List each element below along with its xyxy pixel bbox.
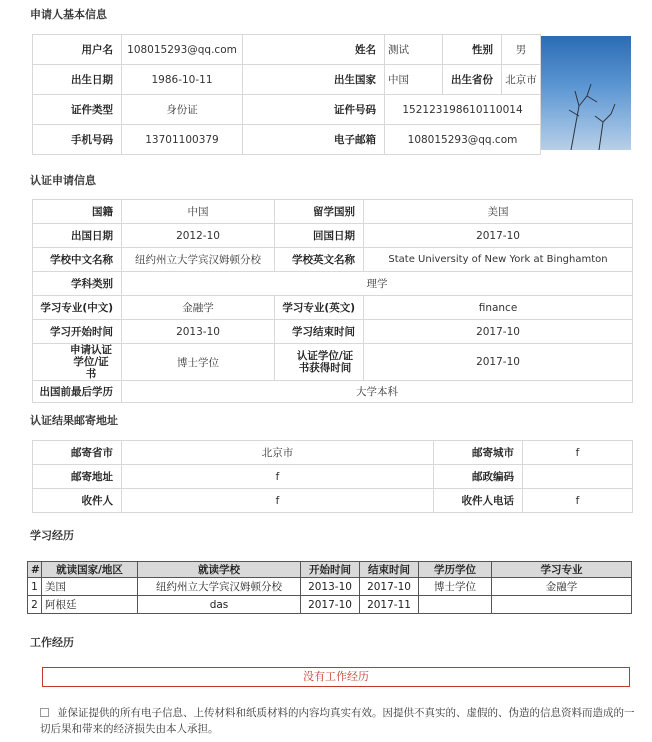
start-value: 2013-10: [122, 320, 275, 344]
degree-label: 申请认证学位/证书: [33, 344, 122, 381]
edu-header-index: #: [28, 562, 42, 578]
edu-cell: 金融学: [492, 578, 632, 596]
edu-cell: [492, 596, 632, 614]
agreement-checkbox[interactable]: [40, 708, 49, 717]
edu-cell: 1: [28, 578, 42, 596]
edu-cell: das: [138, 596, 301, 614]
major-en-value: finance: [364, 296, 633, 320]
education-table: [27, 561, 632, 614]
edu-header-start: 开始时间: [301, 562, 360, 578]
edu-cell: 阿根廷: [42, 596, 138, 614]
edu-cell: 2013-10: [301, 578, 360, 596]
applicant-photo: [541, 36, 631, 150]
mailing-table: [32, 440, 633, 513]
return-date-value: 2017-10: [364, 224, 633, 248]
id-type-value: 身份证: [122, 95, 243, 125]
recipient-phone-value: f: [523, 489, 633, 513]
degree-value: 博士学位: [122, 344, 275, 381]
school-cn-value: 纽约州立大学宾汉姆顿分校: [122, 248, 275, 272]
phone-value: 13701100379: [122, 125, 243, 155]
edu-header-major: 学习专业: [492, 562, 632, 578]
subject-label: 学科类别: [33, 272, 122, 296]
degree-time-label: 认证学位/证书获得时间: [275, 344, 364, 381]
study-country-value: 美国: [364, 200, 633, 224]
name-label: 姓名: [243, 35, 385, 65]
edu-header-degree: 学历学位: [419, 562, 492, 578]
exit-date-value: 2012-10: [122, 224, 275, 248]
edu-cell: 博士学位: [419, 578, 492, 596]
section-title-education: 学习经历: [30, 529, 74, 542]
section-title-applicant: 申请人基本信息: [30, 8, 107, 21]
major-en-label: 学习专业(英文): [275, 296, 364, 320]
mail-city-value: f: [523, 441, 633, 465]
major-cn-value: 金融学: [122, 296, 275, 320]
id-number-value: 152123198610110014: [385, 95, 541, 125]
school-en-value: State University of New York at Binghamton: [364, 248, 633, 272]
table-row: [28, 596, 632, 614]
gender-value: 男: [502, 35, 541, 65]
mail-city-label: 邮寄城市: [434, 441, 523, 465]
prior-label: 出国前最后学历: [33, 381, 122, 403]
end-value: 2017-10: [364, 320, 633, 344]
section-title-work: 工作经历: [30, 636, 74, 649]
birth-country-value: 中国: [385, 65, 443, 95]
id-number-label: 证件号码: [243, 95, 385, 125]
edu-cell: 纽约州立大学宾汉姆顿分校: [138, 578, 301, 596]
declaration: [40, 705, 640, 737]
start-label: 学习开始时间: [33, 320, 122, 344]
end-label: 学习结束时间: [275, 320, 364, 344]
mail-province-value: 北京市: [122, 441, 434, 465]
username-label: 用户名: [33, 35, 122, 65]
exit-date-label: 出国日期: [33, 224, 122, 248]
birth-country-label: 出生国家: [243, 65, 385, 95]
postcode-label: 邮政编码: [434, 465, 523, 489]
mail-address-value: f: [122, 465, 434, 489]
birth-province-label: 出生省份: [443, 65, 502, 95]
study-country-label: 留学国别: [275, 200, 364, 224]
application-table: [32, 199, 633, 403]
edu-cell: 2017-10: [301, 596, 360, 614]
no-work-experience-notice: 没有工作经历: [42, 667, 630, 687]
birth-province-value: 北京市: [502, 65, 541, 95]
edu-header-country: 就读国家/地区: [42, 562, 138, 578]
phone-label: 手机号码: [33, 125, 122, 155]
school-en-label: 学校英文名称: [275, 248, 364, 272]
edu-cell: 美国: [42, 578, 138, 596]
edu-cell: 2017-11: [360, 596, 419, 614]
declaration-text: 並保证提供的所有电子信息、上传材料和纸质材料的内容均真实有效。因提供不真实的、虚假的、伪造的信息资料而造成的一切后果和带来的经济损失由本人承担。: [40, 707, 635, 735]
name-value: 测试: [385, 35, 443, 65]
email-label: 电子邮箱: [243, 125, 385, 155]
edu-cell: 2: [28, 596, 42, 614]
prior-value: 大学本科: [122, 381, 633, 403]
username-value: 108015293@qq.com: [122, 35, 243, 65]
mail-province-label: 邮寄省市: [33, 441, 122, 465]
nationality-label: 国籍: [33, 200, 122, 224]
birthdate-value: 1986-10-11: [122, 65, 243, 95]
degree-time-value: 2017-10: [364, 344, 633, 381]
school-cn-label: 学校中文名称: [33, 248, 122, 272]
table-row: [28, 578, 632, 596]
email-value: 108015293@qq.com: [385, 125, 541, 155]
edu-header-end: 结束时间: [360, 562, 419, 578]
applicant-table: [32, 34, 541, 155]
recipient-phone-label: 收件人电话: [434, 489, 523, 513]
id-type-label: 证件类型: [33, 95, 122, 125]
photo-branches-graphic: [541, 36, 631, 150]
recipient-value: f: [122, 489, 434, 513]
mail-address-label: 邮寄地址: [33, 465, 122, 489]
birthdate-label: 出生日期: [33, 65, 122, 95]
nationality-value: 中国: [122, 200, 275, 224]
section-title-mailing: 认证结果邮寄地址: [30, 414, 118, 427]
postcode-value: [523, 465, 633, 489]
edu-cell: 2017-10: [360, 578, 419, 596]
subject-value: 理学: [122, 272, 633, 296]
gender-label: 性别: [443, 35, 502, 65]
section-title-application: 认证申请信息: [30, 174, 96, 187]
major-cn-label: 学习专业(中文): [33, 296, 122, 320]
recipient-label: 收件人: [33, 489, 122, 513]
edu-header-school: 就读学校: [138, 562, 301, 578]
edu-cell: [419, 596, 492, 614]
return-date-label: 回国日期: [275, 224, 364, 248]
